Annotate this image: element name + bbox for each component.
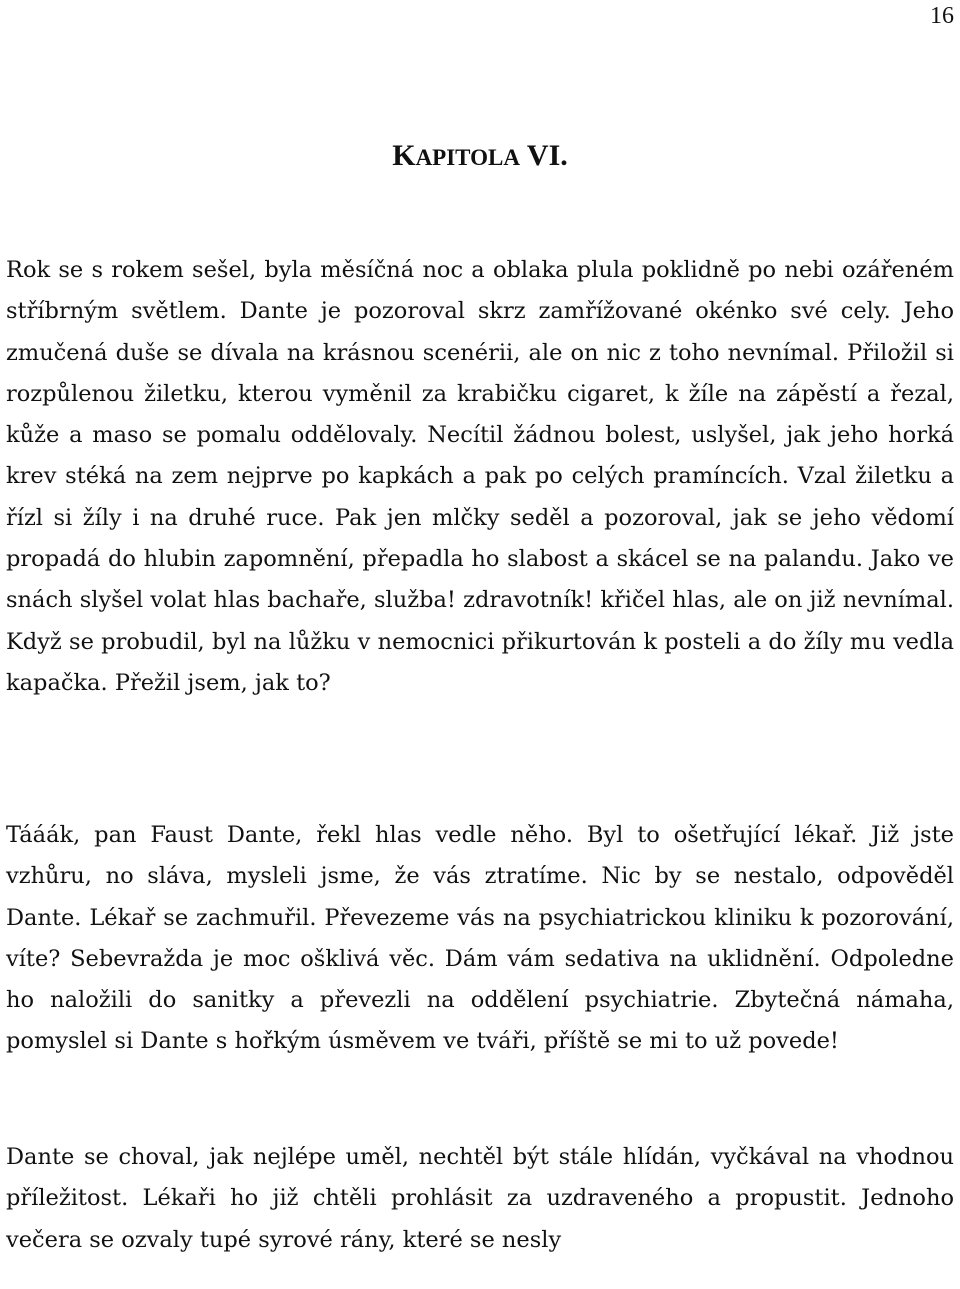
chapter-title-smallcaps: APITOLA xyxy=(415,145,520,170)
paragraph-block-1 xyxy=(6,250,954,732)
page-number: 16 xyxy=(930,3,954,29)
paragraph-block-3 xyxy=(6,1137,954,1289)
chapter-title xyxy=(0,138,960,176)
chapter-title-initial: K xyxy=(392,139,416,172)
paragraph: Tááák, pan Faust Dante, řekl hlas vedle něho. Byl to ošetřující lékař. Již jste vzhůru, no sláva, mysleli jsme, že vás ztratíme. Nic by se nestalo, odpověděl Dante. Lékař se zachmuřil. Převezeme vás na psychiatrickou kliniku k pozorování, víte? Sebevražda je moc ošklivá věc. Dám vám sedativa na uklidnění. Odpoledne ho naložili do sanitky a převezli na oddělení psychiatrie. Zbytečná námaha, pomyslel si Dante s hořkým úsměvem ve tváři, příště se mi to už povede! xyxy=(6,822,954,1055)
paragraph-block-2 xyxy=(6,815,954,1091)
paragraph: Rok se s rokem sešel, byla měsíčná noc a oblaka plula poklidně po nebi ozářeném stříbrným světlem. Dante je pozoroval skrz zamřížované okénko své cely. Jeho zmučená duše se dívala na krásnou scenérii, ale on nic z toho nevnímal. Přiložil si rozpůlenou žiletku, kterou vyměnil za krabičku cigaret, k žíle na zápěstí a řezal, kůže a maso se pomalu oddělovaly. Necítil žádnou bolest, uslyšel, jak jeho horká krev stéká na zem nejprve po kapkách a pak po celých pramíncích. Vzal žiletku a řízl si žíly i na druhé ruce. Pak jen mlčky seděl a pozoroval, jak se jeho vědomí propadá do hlubin zapomnění, přepadla ho slabost a skácel se na palandu. Jako ve snách slyšel volat hlas bachaře, služba! zdravotník! křičel hlas, ale on již nevnímal. Když se probudil, byl na lůžku v nemocnici přikurtován k posteli a do žíly mu vedla kapačka. Přežil jsem, jak to? xyxy=(6,257,954,696)
paragraph: Dante se choval, jak nejlépe uměl, nechtěl být stále hlídán, vyčkával na vhodnou příležitost. Lékaři ho již chtěli prohlásit za uzdraveného a propustit. Jednoho večera se ozvaly tupé syrové rány, které se nesly xyxy=(6,1144,954,1253)
chapter-title-numeral: VI. xyxy=(519,139,568,172)
